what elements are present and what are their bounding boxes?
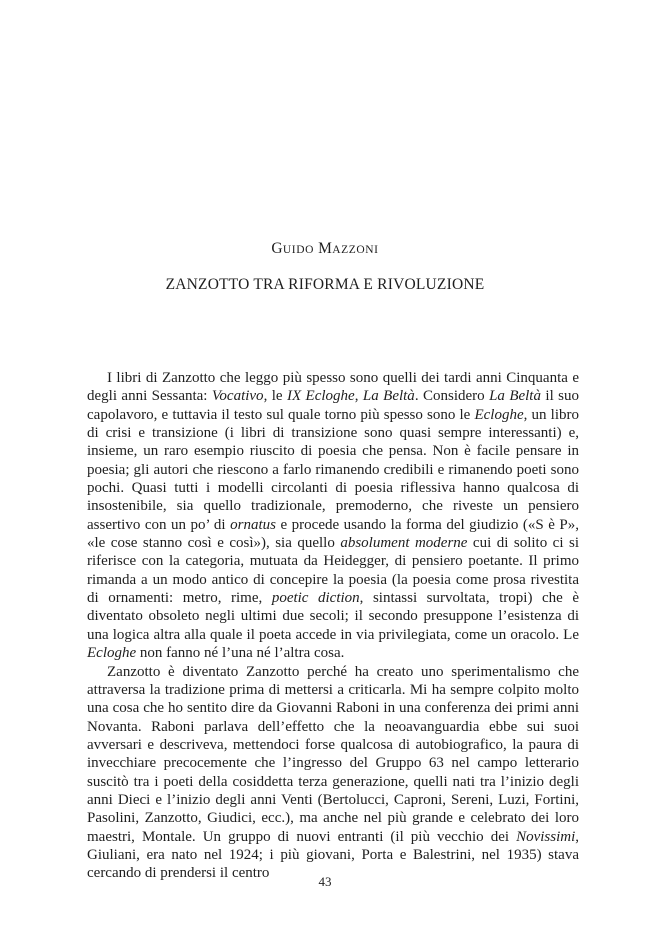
italic-run: IX Ecloghe <box>286 388 355 405</box>
author-rest-last: AZZONI <box>332 244 379 256</box>
text-run: Zanzotto è diventato Zanzotto perché ha creato uno sperimentalismo che attraversa la tradizione prima di mettersi a criticarla. Mi ha sempre colpito molto una cosa che ho sentito dire da Giovanni Raboni in una conferenza dei primi anni Novanta. Raboni parlava dell’effetto che la neoavanguardia ebbe sui suoi avversari e descriveva, mettendoci forse qualcosa di autobiografico, la paura di invecchiare precocemente che l’ingresso del Gruppo 63 nel campo letterario suscitò tra i poeti della cosiddetta terza generazione, quelli nati tra l’inizio degli anni Dieci e l’inizio degli anni Venti (Bertolucci, Caproni, Sereni, Luzi, Fortini, Pasolini, Zanzotto, Giudici, ecc.), ma anche nel più grande e celebrato dei loro maestri, Montale. Un gruppo di nuovi entranti (il più vecchio dei <box>87 663 579 845</box>
paragraph <box>87 663 579 883</box>
text-run: , un libro di crisi e transizione (i libri di transizione sono quasi sempre interessanti) e, insieme, un raro esempio riuscito di poesia che pensa. Non è facile pensare in poesia; gli autori che riescono a farlo rimanendo credibili e rimanendo poeti sono pochi. Quasi tutti i modelli circolanti di poesia riflessiva hanno qualcosa di insostenibile, sia quello tradizionale, premoderno, che riveste un pensiero assertivo con un po’ di <box>87 406 579 533</box>
paragraph <box>87 369 579 663</box>
text-run: , <box>354 388 363 405</box>
text-run: non fanno né l’una né l’altra cosa. <box>136 645 345 662</box>
author-name <box>0 240 650 258</box>
text-run: I libri di Zanzotto che leggo più spesso sono quelli dei tardi anni Cinquanta e degli anni Sessanta: <box>87 370 579 405</box>
text-run: e procede usando la forma del giudizio («S è P», «le cose stanno così e così»), sia quello <box>87 516 579 552</box>
text-run: , Giuliani, era nato nel 1924; i più giovani, Porta e Balestrini, nel 1935) stava cercando di prendersi il centro <box>87 828 579 882</box>
body-text <box>87 369 579 883</box>
italic-run: Vocativo <box>211 388 264 405</box>
italic-run: Novissimi <box>516 828 576 845</box>
chapter-title: ZANZOTTO TRA RIFORMA E RIVOLUZIONE <box>165 276 485 293</box>
text-run: il suo capolavoro, e tuttavia il testo sul quale torno più spesso sono le <box>87 388 579 423</box>
text-run: cui di solito ci si riferisce con la categoria, mutuata da Heidegger, di pensiero poetante. Il primo rimanda a un modo antico di concepire la poesia (la poesia come prosa rivestita di ornamenti: metro, rime, <box>87 535 579 607</box>
author-initial-last: M <box>318 240 333 257</box>
italic-run: ornatus <box>230 516 276 533</box>
italic-run: Ecloghe <box>474 406 524 423</box>
italic-run: poetic diction <box>271 590 360 607</box>
italic-run: absolument moderne <box>340 535 468 552</box>
text-run: . Considero <box>414 388 490 405</box>
italic-run: La Beltà <box>362 388 415 405</box>
italic-run: La Beltà <box>489 388 541 405</box>
italic-run: Ecloghe <box>87 645 137 662</box>
text-run: , sintassi survoltata, tropi) che è diventato obsoleto negli ultimi due secoli; il secondo presuppone l’esistenza di una logica altra alla quale il poeta accede in via privilegiata, come un oracolo. Le <box>87 590 580 643</box>
author-rest-first: UIDO <box>282 244 315 256</box>
author-initial-first: G <box>271 240 283 257</box>
text-run: , le <box>263 388 287 405</box>
page-number: 43 <box>318 874 332 889</box>
